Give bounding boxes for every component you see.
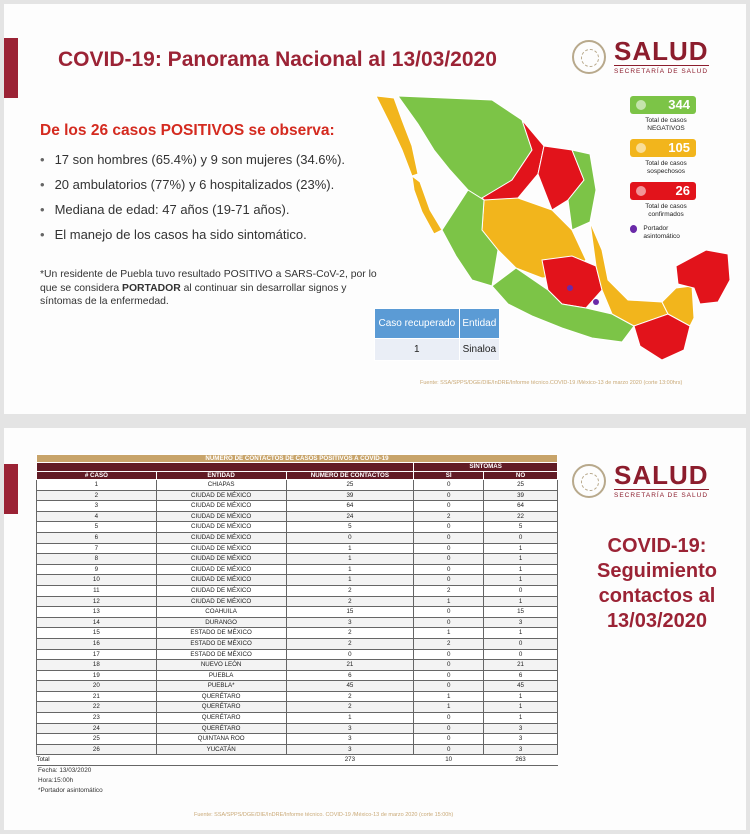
logo-word: SALUD xyxy=(614,460,709,490)
case-number: 11 xyxy=(37,585,157,596)
contacts: 24 xyxy=(286,511,414,522)
contacts: 2 xyxy=(286,638,414,649)
symptoms-no: 39 xyxy=(484,490,558,501)
table-row xyxy=(37,554,558,565)
case-number: 14 xyxy=(37,617,157,628)
contacts: 6 xyxy=(286,670,414,681)
slide-title: COVID-19: Panorama Nacional al 13/03/2020 xyxy=(58,48,497,71)
table-row xyxy=(37,585,558,596)
symptoms-yes: 0 xyxy=(414,723,484,734)
symptoms-no: 3 xyxy=(484,744,558,755)
carrier-marker xyxy=(567,285,573,291)
entity: ESTADO DE MÉXICO xyxy=(156,649,286,660)
case-number: 16 xyxy=(37,638,157,649)
mexico-seal-icon xyxy=(572,40,606,74)
entity: QUERÉTARO xyxy=(156,691,286,702)
symptoms-yes: 1 xyxy=(414,702,484,713)
contacts-table xyxy=(36,454,558,766)
symptoms-yes: 0 xyxy=(414,480,484,491)
table-row xyxy=(37,670,558,681)
entity: PUEBLA* xyxy=(156,681,286,692)
symptoms-no: 1 xyxy=(484,628,558,639)
symptoms-no: 1 xyxy=(484,702,558,713)
entity: COAHUILA xyxy=(156,607,286,618)
logo-word: SALUD xyxy=(614,36,709,66)
symptoms-yes: 0 xyxy=(414,744,484,755)
contacts: 5 xyxy=(286,522,414,533)
contacts: 2 xyxy=(286,628,414,639)
entity: YUCATÁN xyxy=(156,744,286,755)
table-row xyxy=(37,734,558,745)
contacts: 1 xyxy=(286,554,414,565)
contacts: 1 xyxy=(286,713,414,724)
contacts: 2 xyxy=(286,596,414,607)
symptoms-no: 5 xyxy=(484,522,558,533)
bullet-icon: • xyxy=(40,227,45,242)
table-row xyxy=(37,649,558,660)
entity: CIUDAD DE MÉXICO xyxy=(156,585,286,596)
source-note: Fuente: SSA/SPPS/DGE/DIE/InDRE/Informe técnico.COVID-19 /México-13 de marzo 2020 (corte 13:00hrs) xyxy=(420,380,683,386)
case-number: 4 xyxy=(37,511,157,522)
symptoms-no: 3 xyxy=(484,734,558,745)
confirmed-caption: Total de casos confirmados xyxy=(645,203,687,218)
cases-subhead: De los 26 casos POSITIVOS se observa: xyxy=(40,122,335,139)
col-contacts: NÚMERO DE CONTACTOS xyxy=(286,471,414,480)
contacts: 2 xyxy=(286,702,414,713)
slide-contacts xyxy=(4,428,746,830)
suspect-caption: Total de casos sospechosos xyxy=(645,160,687,175)
case-number: 13 xyxy=(37,607,157,618)
finding-item: • Mediana de edad: 47 años (19-71 años). xyxy=(40,202,290,217)
entity: CIUDAD DE MÉXICO xyxy=(156,501,286,512)
table-row xyxy=(37,628,558,639)
table-row xyxy=(37,713,558,724)
symptoms-no: 64 xyxy=(484,501,558,512)
time-note: Hora:15:00h xyxy=(38,777,74,784)
symptoms-yes: 0 xyxy=(414,501,484,512)
negative-caption: Total de casos NEGATIVOS xyxy=(645,117,687,132)
finding-item: • 17 son hombres (65.4%) y 9 son mujeres (34.6%). xyxy=(40,152,346,167)
suspect-count-badge: 105 xyxy=(630,139,696,157)
symptoms-no: 3 xyxy=(484,723,558,734)
contacts: 45 xyxy=(286,681,414,692)
symptoms-no: 0 xyxy=(484,585,558,596)
table-row xyxy=(37,723,558,734)
bullet-icon: • xyxy=(40,202,45,217)
case-number: 15 xyxy=(37,628,157,639)
case-number: 20 xyxy=(37,681,157,692)
table-row xyxy=(37,617,558,628)
person-icon xyxy=(636,143,646,153)
symptoms-yes: 0 xyxy=(414,681,484,692)
entity: CHIAPAS xyxy=(156,480,286,491)
symptoms-no: 25 xyxy=(484,480,558,491)
purple-dot-icon xyxy=(630,225,637,233)
salud-logo xyxy=(572,38,709,75)
symptoms-no: 15 xyxy=(484,607,558,618)
symptoms-yes: 1 xyxy=(414,596,484,607)
entity: CIUDAD DE MÉXICO xyxy=(156,554,286,565)
carrier-marker xyxy=(593,299,599,305)
total-contacts: 273 xyxy=(286,755,414,766)
symptoms-yes: 0 xyxy=(414,554,484,565)
col-no: NO xyxy=(484,471,558,480)
symptoms-no: 0 xyxy=(484,649,558,660)
symptoms-no: 1 xyxy=(484,543,558,554)
case-number: 22 xyxy=(37,702,157,713)
date-note: Fecha: 13/03/2020 xyxy=(38,767,92,774)
col-entity: ENTIDAD xyxy=(156,471,286,480)
table-row xyxy=(37,607,558,618)
total-label: Total xyxy=(37,755,157,766)
symptoms-yes: 0 xyxy=(414,649,484,660)
entity: CIUDAD DE MÉXICO xyxy=(156,564,286,575)
symptoms-no: 1 xyxy=(484,691,558,702)
symptoms-no: 1 xyxy=(484,596,558,607)
symptoms-no: 3 xyxy=(484,617,558,628)
carrier-note: *Un residente de Puebla tuvo resultado POSITIVO a SARS-CoV-2, por lo que se considera PORTADOR al continuar sin desarrollar signos y síntomas de la enfermedad. xyxy=(40,269,377,307)
entity: CIUDAD DE MÉXICO xyxy=(156,596,286,607)
entity: CIUDAD DE MÉXICO xyxy=(156,490,286,501)
symptoms-no: 1 xyxy=(484,575,558,586)
symptoms-no: 22 xyxy=(484,511,558,522)
case-number: 12 xyxy=(37,596,157,607)
entity: CIUDAD DE MÉXICO xyxy=(156,532,286,543)
map-legend xyxy=(630,96,702,241)
table-row xyxy=(37,681,558,692)
entity: QUINTANA ROO xyxy=(156,734,286,745)
source-note: Fuente: SSA/SPPS/DGE/DIE/InDRE/Informe técnico. COVID-19 /México-13 de marzo 2020 (corte 15:00h) xyxy=(194,812,454,818)
symptoms-no: 21 xyxy=(484,660,558,671)
symptoms-no: 1 xyxy=(484,564,558,575)
contacts: 3 xyxy=(286,744,414,755)
bullet-icon: • xyxy=(40,152,45,167)
recovered-case: 1 xyxy=(375,339,460,361)
table-row xyxy=(37,596,558,607)
symptoms-yes: 0 xyxy=(414,617,484,628)
case-number: 8 xyxy=(37,554,157,565)
table-row xyxy=(37,543,558,554)
entity: NUEVO LEÓN xyxy=(156,660,286,671)
symptoms-yes: 0 xyxy=(414,564,484,575)
symptoms-header: SÍNTOMAS xyxy=(414,463,558,472)
person-icon xyxy=(636,186,646,196)
accent-bar xyxy=(4,38,18,98)
case-number: 10 xyxy=(37,575,157,586)
table-row xyxy=(37,511,558,522)
salud-logo xyxy=(572,462,709,499)
symptoms-yes: 0 xyxy=(414,734,484,745)
symptoms-yes: 0 xyxy=(414,490,484,501)
case-number: 21 xyxy=(37,691,157,702)
total-row xyxy=(37,755,558,766)
recovered-entity: Sinaloa xyxy=(459,339,499,361)
symptoms-no: 1 xyxy=(484,713,558,724)
recovered-header-case: Caso recuperado xyxy=(375,309,460,339)
contacts: 0 xyxy=(286,532,414,543)
entity: CIUDAD DE MÉXICO xyxy=(156,575,286,586)
table-row xyxy=(37,522,558,533)
bullet-icon: • xyxy=(40,177,45,192)
contacts: 0 xyxy=(286,649,414,660)
slide-panorama xyxy=(4,4,746,414)
case-number: 25 xyxy=(37,734,157,745)
contacts: 2 xyxy=(286,691,414,702)
contacts: 15 xyxy=(286,607,414,618)
contacts: 25 xyxy=(286,480,414,491)
total-yes: 10 xyxy=(414,755,484,766)
case-number: 26 xyxy=(37,744,157,755)
symptoms-yes: 0 xyxy=(414,607,484,618)
symptoms-yes: 0 xyxy=(414,543,484,554)
logo-subtitle: SECRETARÍA DE SALUD xyxy=(614,489,709,499)
negative-count-badge: 344 xyxy=(630,96,696,114)
col-yes: SÍ xyxy=(414,471,484,480)
entity: ESTADO DE MÉXICO xyxy=(156,638,286,649)
symptoms-no: 0 xyxy=(484,532,558,543)
entity: CIUDAD DE MÉXICO xyxy=(156,543,286,554)
case-number: 9 xyxy=(37,564,157,575)
contacts: 3 xyxy=(286,723,414,734)
table-row xyxy=(37,490,558,501)
entity: CIUDAD DE MÉXICO xyxy=(156,522,286,533)
symptoms-yes: 0 xyxy=(414,575,484,586)
contacts: 2 xyxy=(286,585,414,596)
table-row xyxy=(37,575,558,586)
finding-item: • 20 ambulatorios (77%) y 6 hospitalizados (23%). xyxy=(40,177,335,192)
portador-caption: Portador asintomático xyxy=(643,225,680,240)
contacts: 3 xyxy=(286,617,414,628)
accent-bar xyxy=(4,464,18,514)
contacts-table-title: NÚMERO DE CONTACTOS DE CASOS POSITIVOS A COVID-19 xyxy=(37,455,558,463)
case-number: 6 xyxy=(37,532,157,543)
contacts: 64 xyxy=(286,501,414,512)
symptoms-yes: 0 xyxy=(414,532,484,543)
symptoms-yes: 1 xyxy=(414,628,484,639)
case-number: 23 xyxy=(37,713,157,724)
logo-subtitle: SECRETARÍA DE SALUD xyxy=(614,65,709,75)
symptoms-yes: 0 xyxy=(414,660,484,671)
entity: PUEBLA xyxy=(156,670,286,681)
symptoms-no: 1 xyxy=(484,554,558,565)
contacts: 1 xyxy=(286,543,414,554)
symptoms-yes: 2 xyxy=(414,638,484,649)
person-icon xyxy=(636,100,646,110)
entity: QUERÉTARO xyxy=(156,702,286,713)
case-number: 18 xyxy=(37,660,157,671)
symptoms-no: 45 xyxy=(484,681,558,692)
contacts: 1 xyxy=(286,564,414,575)
case-number: 2 xyxy=(37,490,157,501)
slide-title: COVID-19: Seguimiento contactos al 13/03/2020 xyxy=(596,535,717,632)
mexico-seal-icon xyxy=(572,464,606,498)
table-row xyxy=(37,480,558,491)
entity: QUERÉTARO xyxy=(156,723,286,734)
symptoms-yes: 0 xyxy=(414,670,484,681)
entity: ESTADO DE MÉXICO xyxy=(156,628,286,639)
symptoms-yes: 2 xyxy=(414,511,484,522)
col-case: # CASO xyxy=(37,471,157,480)
portador-note: *Portador asintomático xyxy=(38,787,103,794)
table-row xyxy=(37,660,558,671)
case-number: 24 xyxy=(37,723,157,734)
symptoms-yes: 0 xyxy=(414,713,484,724)
entity: DURANGO xyxy=(156,617,286,628)
entity: QUERÉTARO xyxy=(156,713,286,724)
symptoms-no: 0 xyxy=(484,638,558,649)
contacts: 39 xyxy=(286,490,414,501)
case-number: 7 xyxy=(37,543,157,554)
case-number: 3 xyxy=(37,501,157,512)
table-row xyxy=(37,744,558,755)
contacts: 21 xyxy=(286,660,414,671)
recovered-table xyxy=(374,308,500,361)
total-no: 263 xyxy=(484,755,558,766)
symptoms-yes: 1 xyxy=(414,691,484,702)
contacts: 1 xyxy=(286,575,414,586)
table-row xyxy=(37,702,558,713)
confirmed-count-badge: 26 xyxy=(630,182,696,200)
portador-legend xyxy=(630,225,702,241)
symptoms-yes: 0 xyxy=(414,522,484,533)
table-row xyxy=(37,638,558,649)
case-number: 1 xyxy=(37,480,157,491)
table-row xyxy=(37,564,558,575)
contacts: 3 xyxy=(286,734,414,745)
case-number: 17 xyxy=(37,649,157,660)
table-row xyxy=(37,501,558,512)
table-row xyxy=(37,532,558,543)
case-number: 5 xyxy=(37,522,157,533)
symptoms-yes: 2 xyxy=(414,585,484,596)
map-baja-sur xyxy=(412,176,442,234)
table-row xyxy=(37,691,558,702)
symptoms-no: 6 xyxy=(484,670,558,681)
recovered-header-entity: Entidad xyxy=(459,309,499,339)
findings-list xyxy=(40,147,345,247)
case-number: 19 xyxy=(37,670,157,681)
finding-item: • El manejo de los casos ha sido sintomático. xyxy=(40,227,307,242)
entity: CIUDAD DE MÉXICO xyxy=(156,511,286,522)
